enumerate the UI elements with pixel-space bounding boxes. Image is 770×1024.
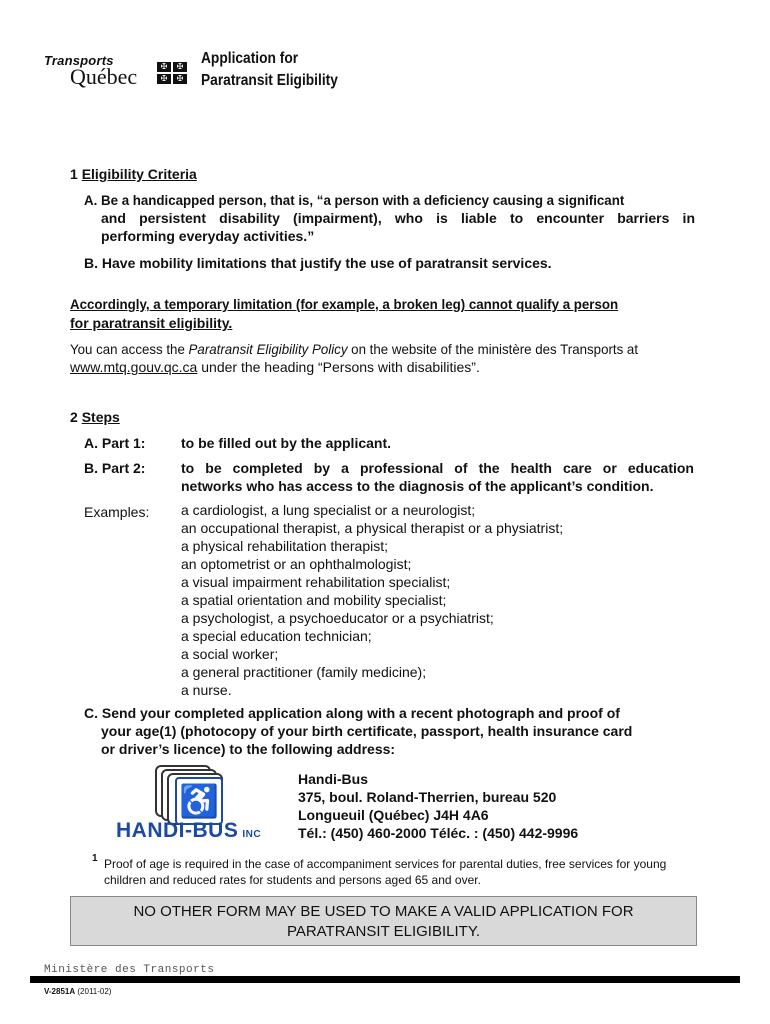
notice-box	[70, 896, 697, 946]
list-item: an occupational therapist, a physical therapist or a physiatrist;	[181, 520, 564, 536]
list-item: a physical rehabilitation therapist;	[181, 538, 389, 554]
form-title	[201, 48, 338, 92]
section1-heading	[70, 165, 197, 184]
ministry-name: Ministère des Transports	[44, 964, 215, 976]
footnote-line2: children and reduced rates for students and persons aged 65 and over.	[104, 873, 481, 887]
part2-line1: to be completed by a professional of the health care or education	[181, 460, 694, 476]
list-item: a nurse.	[181, 682, 232, 698]
form-title-line1: Application for	[201, 50, 299, 67]
temporary-limitation-note-line1: Accordingly, a temporary limitation (for example, a broken leg) cannot qualify a person	[70, 296, 619, 312]
list-item: a spatial orientation and mobility specialist;	[181, 592, 447, 608]
step-c-line1: C. Send your completed application along with a recent photograph and proof of	[84, 705, 620, 721]
footnote-marker: 1	[92, 853, 98, 864]
section2-heading	[70, 408, 120, 427]
footer-divider	[30, 976, 740, 983]
policy-access-line2: www.mtq.gouv.qc.ca under the heading “Persons with disabilities”.	[70, 359, 480, 375]
section2-title: Steps	[81, 409, 120, 425]
wheelchair-icon: ♿	[175, 777, 223, 825]
list-item: a visual impairment rehabilitation specialist;	[181, 574, 451, 590]
part2-label: B. Part 2:	[84, 460, 146, 476]
list-item: an optometrist or an ophthalmologist;	[181, 556, 412, 572]
policy-title: Paratransit Eligibility Policy	[188, 341, 348, 357]
examples-list	[181, 501, 563, 699]
mailing-address	[298, 770, 578, 842]
website-link[interactable]: www.mtq.gouv.qc.ca	[70, 359, 198, 375]
list-item: a social worker;	[181, 646, 279, 662]
part1-label: A. Part 1:	[84, 435, 146, 451]
list-item: a special education technician;	[181, 628, 372, 644]
list-item: a cardiologist, a lung specialist or a neurologist;	[181, 502, 476, 518]
quebec-flag-icon: ✠ ✠ ✠ ✠	[157, 62, 189, 84]
footnote	[104, 856, 666, 888]
examples-label: Examples:	[84, 504, 150, 520]
quebec-logo-text: Québec	[70, 64, 138, 89]
address-street: 375, boul. Roland-Therrien, bureau 520	[298, 789, 557, 805]
list-item: a psychologist, a psychoeducator or a psychiatrist;	[181, 610, 494, 626]
part2-line2: networks who has access to the diagnosis of the applicant’s condition.	[181, 478, 654, 494]
address-city: Longueuil (Québec) J4H 4A6	[298, 807, 489, 823]
handi-bus-logo-text: HANDI-BUS INC	[116, 819, 262, 842]
criteria-a-line2: and persistent disability (impairment), who is liable to encounter barriers in	[101, 210, 695, 226]
step-c-line3: or driver’s licence) to the following address:	[101, 741, 396, 757]
footnote-line1: Proof of age is required in the case of accompaniment services for parental duties, free services for young	[104, 857, 667, 871]
step-c-line2: your age(1) (photocopy of your birth certificate, passport, health insurance card	[101, 723, 633, 739]
section2-number: 2	[70, 409, 78, 425]
form-code: V-2851A (2011-02)	[44, 987, 112, 996]
list-item: a general practitioner (family medicine);	[181, 664, 427, 680]
temporary-limitation-note-line2: for paratransit eligibility.	[70, 315, 233, 331]
policy-access-line1: You can access the Paratransit Eligibility Policy on the website of the ministère des Transports at	[70, 341, 639, 357]
handi-bus-logo	[155, 763, 225, 825]
notice-line1: NO OTHER FORM MAY BE USED TO MAKE A VALID APPLICATION FOR	[133, 903, 634, 920]
criteria-b: B. Have mobility limitations that justify the use of paratransit services.	[84, 255, 552, 271]
transports-logo-text: Transports	[44, 53, 114, 68]
form-title-line2: Paratransit Eligibility	[201, 72, 338, 89]
address-phone: Tél.: (450) 460-2000 Téléc. : (450) 442-9996	[298, 825, 579, 841]
notice-line2: PARATRANSIT ELIGIBILITY.	[286, 923, 481, 940]
section1-number: 1	[70, 166, 78, 182]
address-name: Handi-Bus	[298, 771, 368, 787]
criteria-a-line3: performing everyday activities.”	[101, 228, 315, 244]
part1-text: to be filled out by the applicant.	[181, 435, 392, 451]
criteria-a-line1: A. Be a handicapped person, that is, “a person with a deficiency causing a significant	[84, 192, 625, 208]
section1-title: Eligibility Criteria	[81, 166, 197, 182]
